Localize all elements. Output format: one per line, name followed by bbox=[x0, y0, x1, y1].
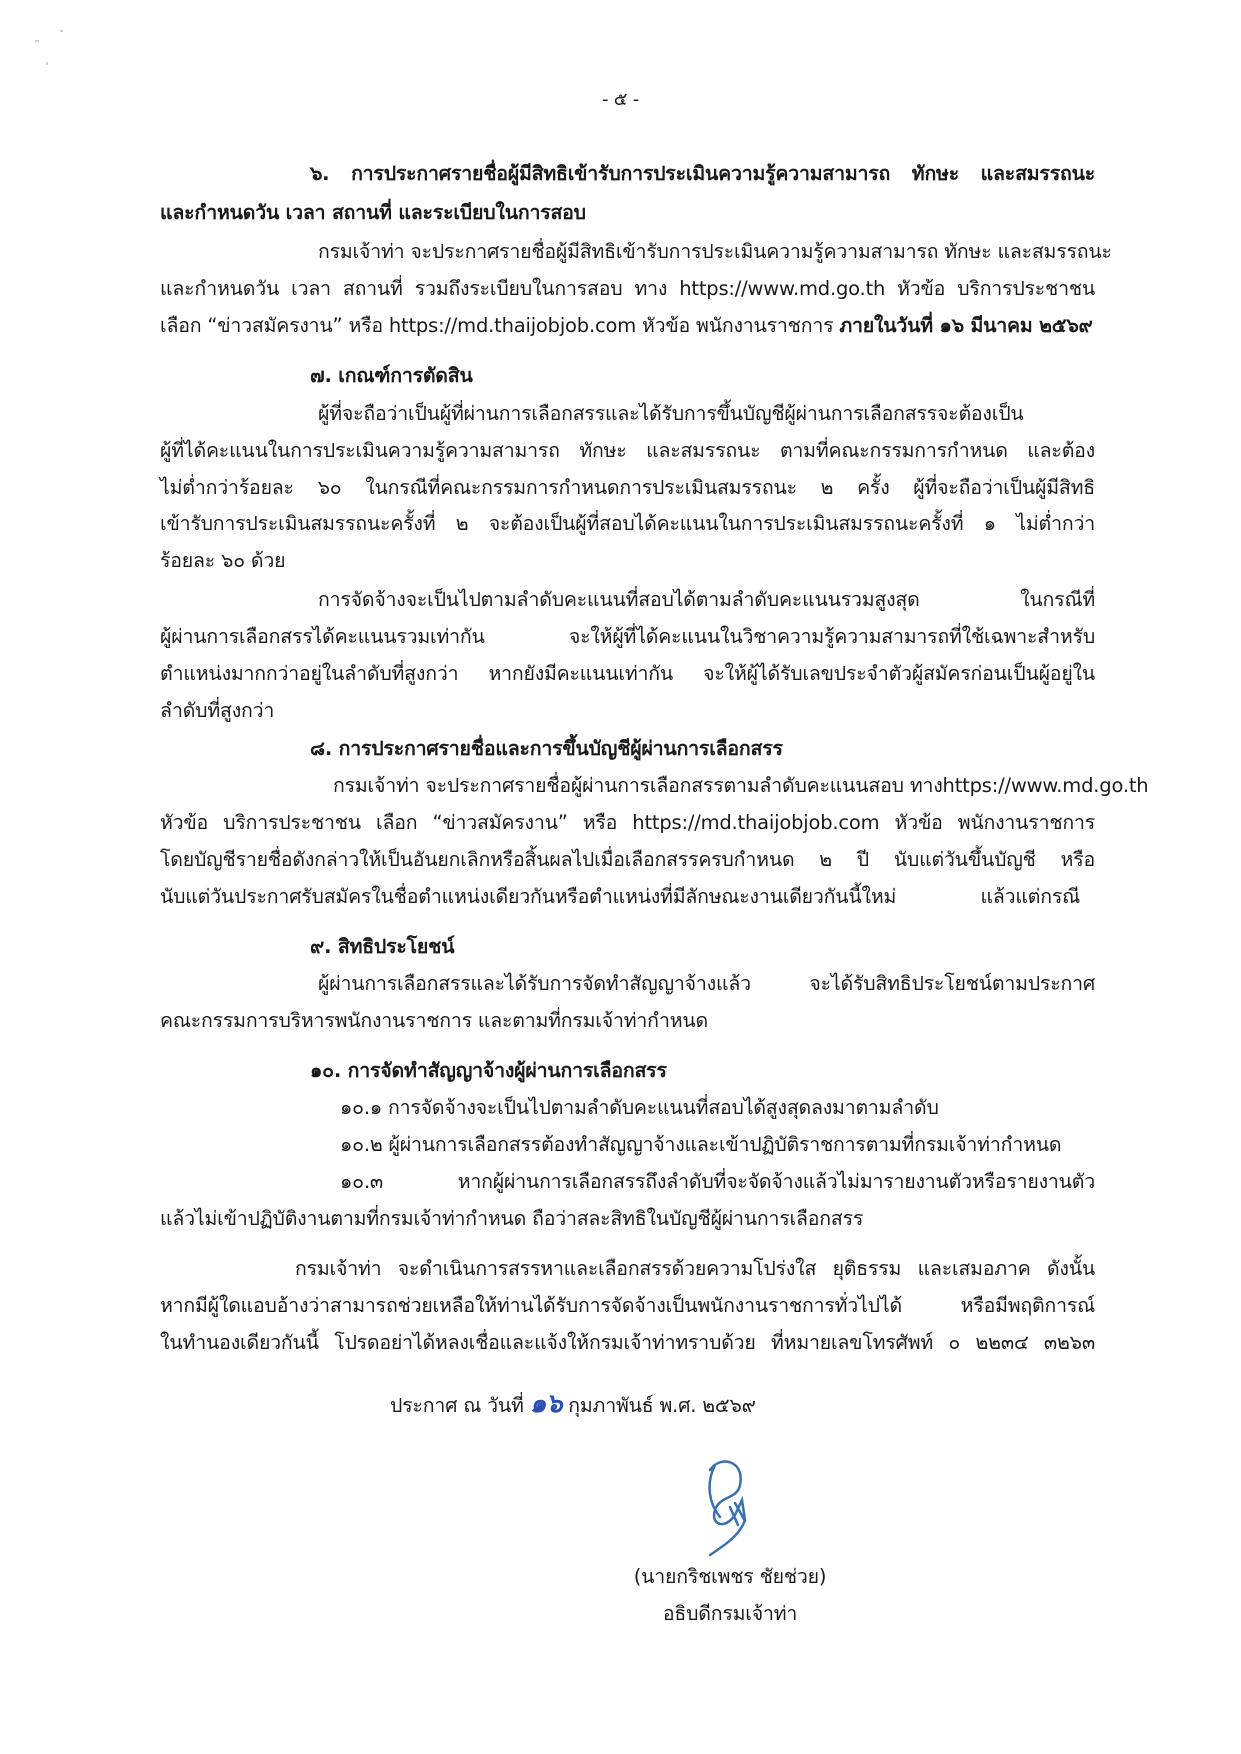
section-9-heading: ๙. สิทธิประโยชน์ bbox=[310, 935, 455, 958]
signature-icon bbox=[690, 1455, 760, 1565]
section-10-item-1: ๑๐.๑ การจัดจ้างจะเป็นไปตามลำดับคะแนนที่สอบได้สูงสุดลงมาตามลำดับ bbox=[340, 1096, 939, 1119]
section-7-para2: การจัดจ้างจะเป็นไปตามลำดับคะแนนที่สอบได้ตามลำดับคะแนนรวมสูงสุด ในกรณีที่ bbox=[318, 588, 1095, 611]
section-8-body: นับแต่วันประกาศรับสมัครในชื่อตำแหน่งเดียวกันหรือตำแหน่งที่มีลักษณะงานเดียวกันนี้ใหม่ แล้วแต่กรณี bbox=[160, 885, 1080, 908]
section-8-body: หัวข้อ บริการประชาชน เลือก “ข่าวสมัครงาน” หรือ https://md.thaijobjob.com หัวข้อ พนักงานราชการ bbox=[160, 811, 1095, 834]
section-7-para: ผู้ที่ได้คะแนนในการประเมินความรู้ความสามารถ ทักษะ และสมรรถนะ ตามที่คณะกรรมการกำหนด และต้อง bbox=[160, 439, 1095, 462]
announcement-prefix: ประกาศ ณ วันที่ bbox=[390, 1394, 524, 1417]
section-10-heading: ๑๐. การจัดทำสัญญาจ้างผู้ผ่านการเลือกสรร bbox=[310, 1059, 667, 1082]
section-7-para2: ผู้ผ่านการเลือกสรรได้คะแนนรวมเท่ากัน จะให้ผู้ที่ได้คะแนนในวิชาความรู้ความสามารถที่ใช้เฉพาะสำหรับ bbox=[160, 625, 1095, 648]
section-8-body: กรมเจ้าท่า จะประกาศรายชื่อผู้ผ่านการเลือกสรรตามลำดับคะแนนสอบ ทางhttps://www.md.go.th bbox=[333, 774, 1149, 797]
closing-para: ในทำนองเดียวกันนี้ โปรดอย่าได้หลงเชื่อและแจ้งให้กรมเจ้าท่าทราบด้วย ที่หมายเลขโทรศัพท์ ๐ ๒๒๓๔ ๓๒๖๓ bbox=[160, 1331, 1095, 1354]
section-6-heading-cont: และกำหนดวัน เวลา สถานที่ และระเบียบในการสอบ bbox=[160, 201, 586, 224]
section-7-para: ผู้ที่จะถือว่าเป็นผู้ที่ผ่านการเลือกสรรและได้รับการขึ้นบัญชีผู้ผ่านการเลือกสรรจะต้องเป็น bbox=[318, 402, 1024, 425]
section-10-item-3-cont: แล้วไม่เข้าปฏิบัติงานตามที่กรมเจ้าท่ากำหนด ถือว่าสละสิทธิในบัญชีผู้ผ่านการเลือกสรร bbox=[160, 1207, 864, 1230]
signatory-name: (นายกริชเพชร ชัยช่วย) bbox=[633, 1565, 827, 1588]
signatory-title: อธิบดีกรมเจ้าท่า bbox=[662, 1602, 798, 1625]
section-6-body-text: เลือก “ข่าวสมัครงาน” หรือ https://md.thaijobjob.com หัวข้อ พนักงานราชการ bbox=[160, 314, 840, 337]
section-7-para2: ลำดับที่สูงกว่า bbox=[160, 699, 275, 722]
section-8-heading: ๘. การประกาศรายชื่อและการขึ้นบัญชีผู้ผ่านการเลือกสรร bbox=[310, 737, 783, 760]
section-9-body: ผู้ผ่านการเลือกสรรและได้รับการจัดทำสัญญาจ้างแล้ว จะได้รับสิทธิประโยชน์ตามประกาศ bbox=[318, 972, 1095, 995]
handwritten-day: ๑๖ bbox=[529, 1389, 563, 1419]
section-7-para: เข้ารับการประเมินสมรรถนะครั้งที่ ๒ จะต้องเป็นผู้ที่สอบได้คะแนนในการประเมินสมรรถนะครั้งที่ ๑ ไม่ต่ำกว่า bbox=[160, 512, 1095, 535]
section-10-item-3: ๑๐.๓ หากผู้ผ่านการเลือกสรรถึงลำดับที่จะจัดจ้างแล้วไม่มารายงานตัวหรือรายงานตัว bbox=[340, 1170, 1095, 1193]
scan-speck bbox=[60, 30, 63, 32]
announcement-date bbox=[390, 1390, 756, 1420]
scan-speck bbox=[35, 40, 39, 42]
section-7-para: ร้อยละ ๖๐ ด้วย bbox=[160, 549, 286, 572]
scan-speck bbox=[46, 62, 48, 65]
section-6-body: และกำหนดวัน เวลา สถานที่ รวมถึงระเบียบในการสอบ ทาง https://www.md.go.th หัวข้อ บริการประชาชน bbox=[160, 277, 1095, 300]
closing-para: กรมเจ้าท่า จะดำเนินการสรรหาและเลือกสรรด้วยความโปร่งใส ยุติธรรม และเสมอภาค ดังนั้น bbox=[295, 1257, 1095, 1280]
section-10-item-2: ๑๐.๒ ผู้ผ่านการเลือกสรรต้องทำสัญญาจ้างและเข้าปฏิบัติราชการตามที่กรมเจ้าท่ากำหนด bbox=[340, 1133, 1062, 1156]
section-8-body: โดยบัญชีรายชื่อดังกล่าวให้เป็นอันยกเลิกหรือสิ้นผลไปเมื่อเลือกสรรครบกำหนด ๒ ปี นับแต่วันขึ้นบัญชี หรือ bbox=[160, 848, 1095, 871]
section-6-heading: ๖. การประกาศรายชื่อผู้มีสิทธิเข้ารับการประเมินความรู้ความสามารถ ทักษะ และสมรรถนะ bbox=[310, 162, 1095, 185]
announce-deadline: ภายในวันที่ ๑๖ มีนาคม ๒๕๖๙ bbox=[839, 314, 1093, 337]
section-7-para2: ตำแหน่งมากกว่าอยู่ในลำดับที่สูงกว่า หากยังมีคะแนนเท่ากัน จะให้ผู้ได้รับเลขประจำตัวผู้สมัครก่อนเป็นผู้อยู่ใน bbox=[160, 662, 1095, 685]
page-number: - ๕ - bbox=[601, 89, 640, 110]
closing-para: หากมีผู้ใดแอบอ้างว่าสามารถช่วยเหลือให้ท่านได้รับการจัดจ้างเป็นพนักงานราชการทั่วไปได้ หรือมีพฤติการณ์ bbox=[160, 1294, 1095, 1317]
section-9-body: คณะกรรมการบริหารพนักงานราชการ และตามที่กรมเจ้าท่ากำหนด bbox=[160, 1009, 708, 1032]
section-7-para: ไม่ต่ำกว่าร้อยละ ๖๐ ในกรณีที่คณะกรรมการกำหนดการประเมินสมรรถนะ ๒ ครั้ง ผู้ที่จะถือว่าเป็นผู้มีสิทธิ bbox=[160, 476, 1095, 499]
announcement-month-year: กุมภาพันธ์ พ.ศ. ๒๕๖๙ bbox=[568, 1394, 756, 1417]
section-7-heading: ๗. เกณฑ์การตัดสิน bbox=[310, 364, 473, 387]
section-6-body: กรมเจ้าท่า จะประกาศรายชื่อผู้มีสิทธิเข้ารับการประเมินความรู้ความสามารถ ทักษะ และสมรรถนะ bbox=[318, 240, 1112, 263]
section-6-body bbox=[160, 312, 1093, 340]
